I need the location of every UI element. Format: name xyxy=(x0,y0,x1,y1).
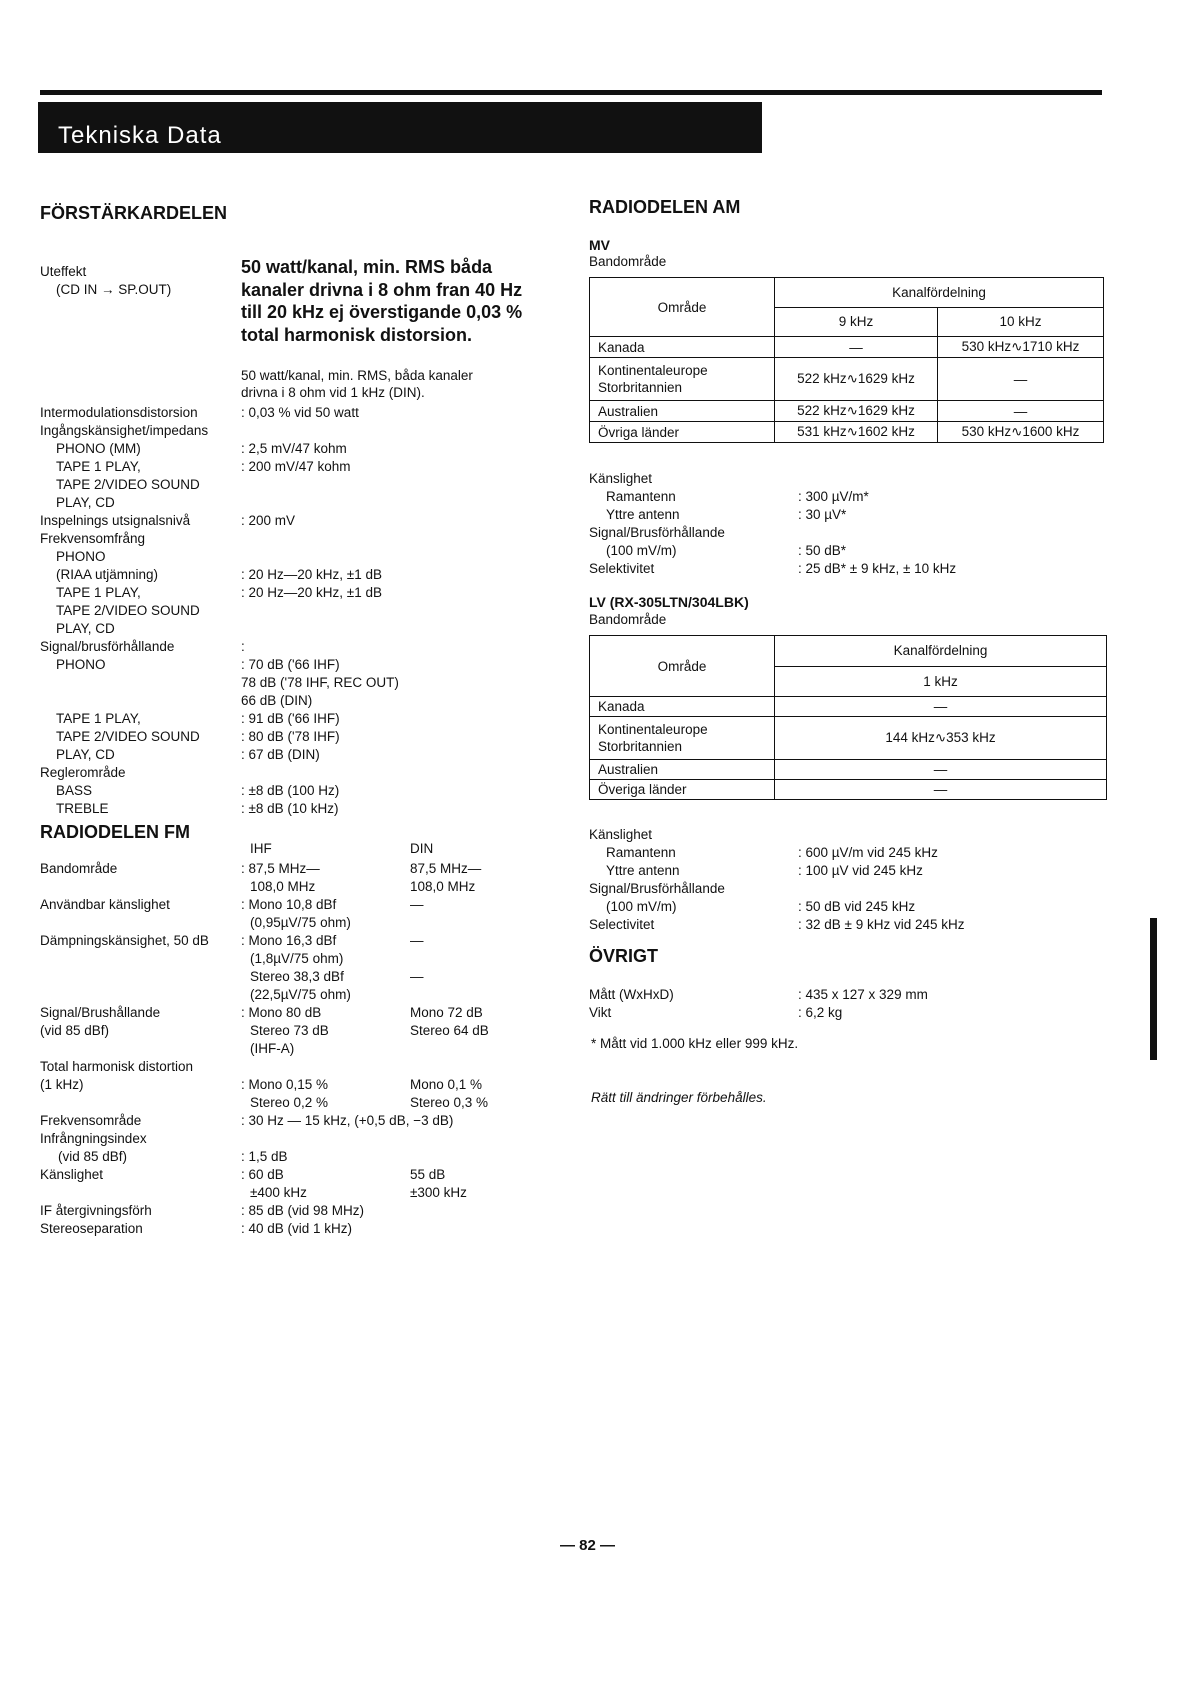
spec-value: 78 dB ('78 IHF, REC OUT) xyxy=(241,675,399,690)
spec-value: 66 dB (DIN) xyxy=(241,693,313,708)
fm-spec-ihf: : 1,5 dB xyxy=(241,1149,288,1164)
mv-10khz-cell: 530 kHz∿1710 kHz xyxy=(938,337,1104,358)
am-heading: RADIODELEN AM xyxy=(589,197,741,217)
lv-title: LV (RX-305LTN/304LBK) xyxy=(589,594,749,610)
spec-value: : 20 Hz—20 kHz, ±1 dB xyxy=(241,567,382,582)
fm-spec-ihf: : 85 dB (vid 98 MHz) xyxy=(241,1203,365,1218)
other-spec-label: Vikt xyxy=(589,1005,612,1020)
fm-spec-ihf: : 30 Hz — 15 kHz, (+0,5 dB, −3 dB) xyxy=(241,1113,454,1128)
spec-label: PHONO xyxy=(56,549,106,564)
lv-spec-label: Känslighet xyxy=(589,827,653,842)
fm-spec-ihf: Stereo 0,2 % xyxy=(250,1095,329,1110)
lv-1khz-cell: — xyxy=(775,760,1107,780)
mv-9khz-cell: 522 kHz∿1629 kHz xyxy=(775,401,938,422)
mv-spec-label: (100 mV/m) xyxy=(606,543,677,558)
fm-spec-din: 87,5 MHz— xyxy=(410,861,482,876)
fm-spec-din: — xyxy=(410,897,424,912)
mv-header-10khz: 10 kHz xyxy=(938,307,1104,337)
lv-spec-label: Ramantenn xyxy=(606,845,676,860)
mv-spec-label: Ramantenn xyxy=(606,489,676,504)
fm-spec-ihf: 108,0 MHz xyxy=(250,879,316,894)
fm-spec-label: IF återgivningsförh xyxy=(40,1203,152,1218)
mv-header-dist: Kanalfördelning xyxy=(775,278,1104,308)
mv-band-label: Bandområde xyxy=(589,254,667,269)
fm-spec-din: ±300 kHz xyxy=(410,1185,467,1200)
lv-spec-label: Yttre antenn xyxy=(606,863,680,878)
spec-value: : 70 dB ('66 IHF) xyxy=(241,657,340,672)
lv-header-area: Område xyxy=(590,636,775,697)
fm-spec-din: 55 dB xyxy=(410,1167,446,1182)
other-spec-value: : 6,2 kg xyxy=(798,1005,843,1020)
page-number: — 82 — xyxy=(560,1537,616,1554)
spec-label: Intermodulationsdistorsion xyxy=(40,405,198,420)
fm-spec-label: Stereoseparation xyxy=(40,1221,143,1236)
other-heading: ÖVRIGT xyxy=(589,946,659,966)
mv-spec-label: Känslighet xyxy=(589,471,653,486)
spec-value: : 0,03 % vid 50 watt xyxy=(241,405,359,420)
mv-spec-label: Selektivitet xyxy=(589,561,655,576)
mv-area-cell: Kontinentaleurope Storbritannien xyxy=(590,358,775,401)
spec-label: BASS xyxy=(56,783,93,798)
lv-area-cell: Överiga länder xyxy=(590,780,775,800)
lv-spec-label: Selectivitet xyxy=(589,917,655,932)
spec-label: Ingångskänsighet/impedans xyxy=(40,423,209,438)
fm-col-din: DIN xyxy=(410,841,434,856)
fm-spec-ihf: : 87,5 MHz— xyxy=(241,861,320,876)
spec-label: PLAY, CD xyxy=(56,747,115,762)
mv-header-9khz: 9 kHz xyxy=(775,307,938,337)
fm-spec-ihf: (IHF-A) xyxy=(250,1041,295,1056)
output-value-bold: 50 watt/kanal, min. RMS båda kanaler drivna i 8 ohm fran 40 Hz till 20 kHz ej överstigande 0,03 % total harmonisk distorsion. xyxy=(241,257,523,345)
spec-value: : 200 mV/47 kohm xyxy=(241,459,351,474)
lv-1khz-cell: — xyxy=(775,780,1107,800)
margin-bar xyxy=(1150,918,1157,1060)
mv-title: MV xyxy=(589,237,610,253)
fm-col-ihf: IHF xyxy=(250,841,272,856)
fm-spec-din: — xyxy=(410,969,424,984)
spec-value: : 200 mV xyxy=(241,513,296,528)
lv-area-cell: Kanada xyxy=(590,697,775,717)
lv-spec-label: (100 mV/m) xyxy=(606,899,677,914)
fm-spec-label: (vid 85 dBf) xyxy=(58,1149,128,1164)
spec-label: TAPE 1 PLAY, xyxy=(56,459,141,474)
fm-spec-din: 108,0 MHz xyxy=(410,879,476,894)
output-value-din-2: drivna i 8 ohm vid 1 kHz (DIN). xyxy=(241,385,425,400)
amplifier-heading: FÖRSTÄRKARDELEN xyxy=(40,203,227,223)
lv-area-cell: Kontinentaleurope Storbritannien xyxy=(590,717,775,760)
fm-spec-label: Känslighet xyxy=(40,1167,104,1182)
spec-label: PHONO xyxy=(56,657,106,672)
mv-area-cell: Övriga länder xyxy=(590,422,775,443)
mv-spec-label: Signal/Brusförhållande xyxy=(589,525,725,540)
lv-1khz-cell: 144 kHz∿353 kHz xyxy=(775,717,1107,760)
lv-spec-value: : 100 µV vid 245 kHz xyxy=(798,863,923,878)
lv-band-label: Bandområde xyxy=(589,612,667,627)
spec-label: Inspelnings utsignalsnivå xyxy=(40,513,191,528)
fm-spec-label: Dämpningskänsighet, 50 dB xyxy=(40,933,209,948)
lv-spec-value: : 32 dB ± 9 kHz vid 245 kHz xyxy=(798,917,965,932)
fm-spec-label: (vid 85 dBf) xyxy=(40,1023,110,1038)
mv-9khz-cell: — xyxy=(775,337,938,358)
spec-label: PHONO (MM) xyxy=(56,441,141,456)
spec-value: : 91 dB ('66 IHF) xyxy=(241,711,340,726)
spec-label: TAPE 1 PLAY, xyxy=(56,585,141,600)
fm-spec-din: — xyxy=(410,933,424,948)
fm-spec-ihf: ±400 kHz xyxy=(250,1185,307,1200)
spec-value: : 67 dB (DIN) xyxy=(241,747,320,762)
spec-label: TREBLE xyxy=(56,801,109,816)
spec-value: : 80 dB ('78 IHF) xyxy=(241,729,340,744)
lv-spec-label: Signal/Brusförhållande xyxy=(589,881,725,896)
output-value-din-1: 50 watt/kanal, min. RMS, båda kanaler xyxy=(241,368,473,383)
output-label-sub: (CD IN → SP.OUT) xyxy=(56,282,172,297)
fm-spec-din: Stereo 0,3 % xyxy=(410,1095,489,1110)
fm-spec-label: Signal/Brushållande xyxy=(40,1005,161,1020)
fm-spec-label: Frekvensområde xyxy=(40,1113,142,1128)
spec-label: Signal/brusförhållande xyxy=(40,639,175,654)
fm-heading: RADIODELEN FM xyxy=(40,822,190,842)
mv-band-table xyxy=(589,277,1104,443)
page-title: Tekniska Data xyxy=(58,122,222,149)
fm-spec-ihf: Stereo 38,3 dBf xyxy=(250,969,344,984)
fm-spec-ihf: : Mono 80 dB xyxy=(241,1005,322,1020)
mv-spec-value: : 30 µV* xyxy=(798,507,847,522)
fm-spec-din: Mono 0,1 % xyxy=(410,1077,483,1092)
mv-spec-value: : 25 dB* ± 9 kHz, ± 10 kHz xyxy=(798,561,957,576)
footnote: * Mått vid 1.000 kHz eller 999 kHz. xyxy=(591,1036,799,1051)
fm-spec-ihf: : 40 dB (vid 1 kHz) xyxy=(241,1221,353,1236)
fm-spec-ihf: (22,5µV/75 ohm) xyxy=(250,987,351,1002)
fm-spec-ihf: (0,95µV/75 ohm) xyxy=(250,915,351,930)
fm-spec-label: Infrångningsindex xyxy=(40,1131,147,1146)
mv-10khz-cell: — xyxy=(938,401,1104,422)
spec-value: : 20 Hz—20 kHz, ±1 dB xyxy=(241,585,382,600)
lv-header-1khz: 1 kHz xyxy=(775,666,1107,697)
other-spec-value: : 435 x 127 x 329 mm xyxy=(798,987,928,1002)
spec-label: PLAY, CD xyxy=(56,621,115,636)
fm-spec-label: Total harmonisk distortion xyxy=(40,1059,194,1074)
spec-label: PLAY, CD xyxy=(56,495,115,510)
fm-spec-label: (1 kHz) xyxy=(40,1077,84,1092)
lv-1khz-cell: — xyxy=(775,697,1107,717)
fm-spec-label: Användbar känslighet xyxy=(40,897,170,912)
lv-area-cell: Australien xyxy=(590,760,775,780)
spec-label: TAPE 1 PLAY, xyxy=(56,711,141,726)
mv-area-cell: Australien xyxy=(590,401,775,422)
disclaimer: Rätt till ändringer förbehålles. xyxy=(591,1090,767,1105)
fm-spec-ihf: Stereo 73 dB xyxy=(250,1023,329,1038)
spec-label: Frekvensomfrång xyxy=(40,531,146,546)
fm-spec-ihf: : 60 dB xyxy=(241,1167,284,1182)
lv-band-table xyxy=(589,635,1107,800)
output-label: Uteffekt xyxy=(40,264,87,279)
spec-label: Reglerområde xyxy=(40,765,126,780)
mv-10khz-cell: 530 kHz∿1600 kHz xyxy=(938,422,1104,443)
spec-value: : ±8 dB (10 kHz) xyxy=(241,801,339,816)
top-rule xyxy=(40,90,1102,95)
mv-9khz-cell: 522 kHz∿1629 kHz xyxy=(775,358,938,401)
fm-spec-ihf: : Mono 10,8 dBf xyxy=(241,897,337,912)
spec-label: (RIAA utjämning) xyxy=(56,567,159,582)
spec-label: TAPE 2/VIDEO SOUND xyxy=(56,477,200,492)
spec-value: : 2,5 mV/47 kohm xyxy=(241,441,347,456)
fm-spec-ihf: : Mono 16,3 dBf xyxy=(241,933,337,948)
fm-spec-din: Mono 72 dB xyxy=(410,1005,483,1020)
mv-spec-value: : 50 dB* xyxy=(798,543,847,558)
mv-area-cell: Kanada xyxy=(590,337,775,358)
mv-header-area: Område xyxy=(590,278,775,337)
other-spec-label: Mått (WxHxD) xyxy=(589,987,674,1002)
fm-spec-ihf: (1,8µV/75 ohm) xyxy=(250,951,344,966)
title-banner xyxy=(38,102,762,153)
spec-value: : xyxy=(241,639,245,654)
spec-label: TAPE 2/VIDEO SOUND xyxy=(56,729,200,744)
fm-spec-label: Bandområde xyxy=(40,861,118,876)
lv-spec-value: : 50 dB vid 245 kHz xyxy=(798,899,916,914)
spec-label: TAPE 2/VIDEO SOUND xyxy=(56,603,200,618)
fm-spec-din: Stereo 64 dB xyxy=(410,1023,489,1038)
lv-header-dist: Kanalfördelning xyxy=(775,636,1107,667)
spec-value: : ±8 dB (100 Hz) xyxy=(241,783,340,798)
mv-9khz-cell: 531 kHz∿1602 kHz xyxy=(775,422,938,443)
mv-10khz-cell: — xyxy=(938,358,1104,401)
mv-spec-value: : 300 µV/m* xyxy=(798,489,869,504)
mv-spec-label: Yttre antenn xyxy=(606,507,680,522)
fm-spec-ihf: : Mono 0,15 % xyxy=(241,1077,329,1092)
lv-spec-value: : 600 µV/m vid 245 kHz xyxy=(798,845,938,860)
